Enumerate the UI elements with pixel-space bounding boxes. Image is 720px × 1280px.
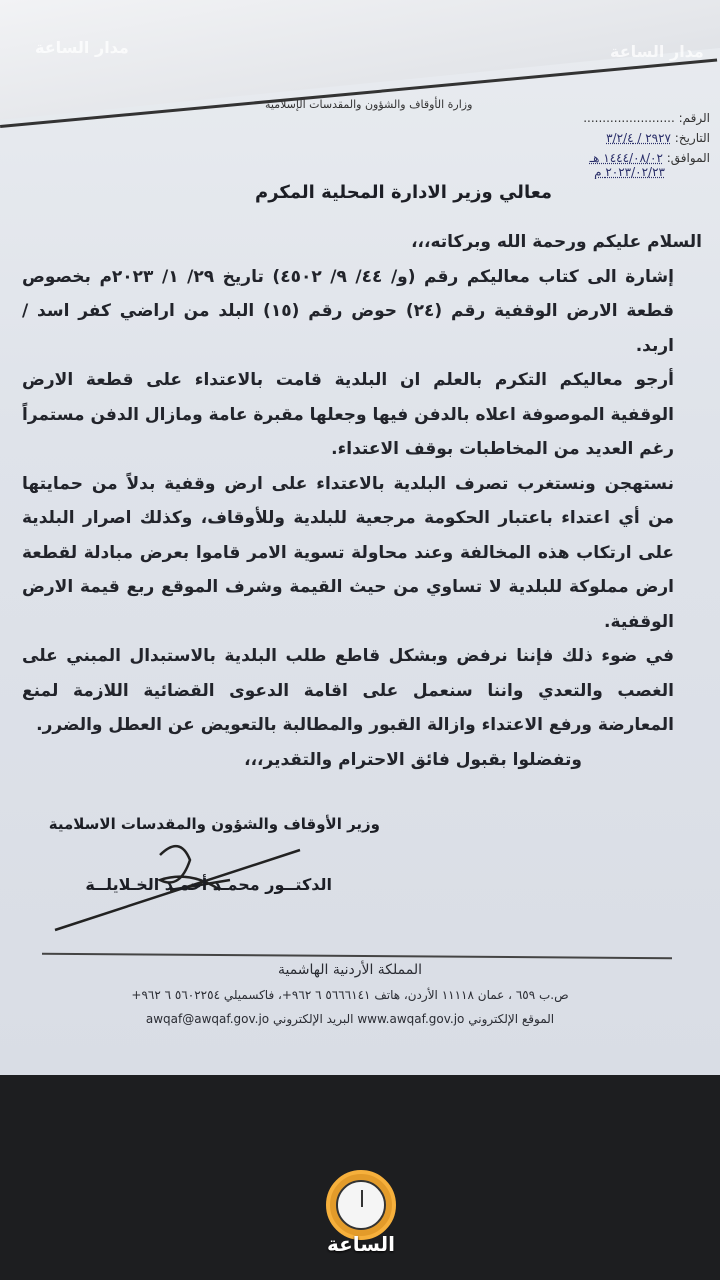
brand-logo xyxy=(322,1170,400,1256)
closing: وتفضلوا بقبول فائق الاحترام والتقدير،،، xyxy=(244,749,582,770)
greeting: السلام عليكم ورحمة الله وبركاته،،، xyxy=(411,232,702,252)
ministry-letterhead: وزارة الأوقاف والشؤون والمقدسات الإسلامية xyxy=(265,98,473,111)
watermark: مدار الساعة xyxy=(610,42,704,61)
date-value: ٢٩٢٧ / ٣/٢/٤ xyxy=(606,131,671,145)
signatory-name: الدكتــور محمـد أحمـد الخـلايلــة xyxy=(85,875,332,894)
number-label: الرقم: xyxy=(678,111,710,125)
gregorian-date: ٢٠٢٣/٠٢/٢٣ م xyxy=(594,165,665,179)
watermark: مدار الساعة xyxy=(35,38,129,57)
reference-block: الرقم: ........................ التاريخ: ٢٩٢٧ / ٣/٢/٤ الموافق: ١٤٤٤/٠٨/٠٢ هـ ٢٠٢٣/٠٢/٢٣ م xyxy=(583,111,710,179)
footer-address: ص.ب ٦٥٩ ، عمان ١١١١٨ الأردن، هاتف ٥٦٦٦١٤١ ٦ ٩٦٢+، فاكسميلي ٥٦٠٢٢٥٤ ٦ ٩٦٢+ xyxy=(131,988,569,1002)
date-label: التاريخ: xyxy=(674,131,710,145)
paragraph: نستهجن ونستغرب تصرف البلدية بالاعتداء على ارض وقفية بدلاً من حمايتها من أي اعتداء باعتبار الحكومة مرجعية للبلدية وللأوقاف، وكذلك اصرار البلدية على ارتكاب هذه المخالفة وعند محاولة تسوية الامر قاموا بعرض مبادلة لقطعة ارض مملوكة للبلدية لا تساوي من حيث القيمة وشرف الموقع ربع قيمة الارض الوقفية. xyxy=(22,473,674,632)
clock-icon xyxy=(326,1170,396,1240)
paragraph: إشارة الى كتاب معاليكم رقم (و/ ٤٤/ ٩/ ٤٥٠٢) تاريخ ٢٩/ ١/ ٢٠٢٣م بخصوص قطعة الارض الوقفية رقم (٢٤) حوض رقم (١٥) البلد من اراضي كفر اسد / اربد. xyxy=(22,266,674,356)
letter-addressee: معالي وزير الادارة المحلية المكرم xyxy=(255,182,553,203)
brand-logo-text: الساعة xyxy=(326,1232,396,1256)
letter-body xyxy=(22,225,702,777)
hijri-label: الموافق: xyxy=(666,151,710,165)
paragraph: في ضوء ذلك فإننا نرفض وبشكل قاطع طلب البلدية بالاستبدال المبني على الغصب والتعدي واننا سنعمل على اقامة الدعوى القضائية اللازمة لمنع المعارضة ورفع الاعتداء وازالة القبور والمطالبة بالتعويض عن العطل والضرر. xyxy=(22,646,674,735)
footer-country: المملكة الأردنية الهاشمية xyxy=(277,962,423,978)
signatory-title: وزير الأوقاف والشؤون والمقدسات الاسلامية xyxy=(48,815,380,833)
paragraph: أرجو معاليكم التكرم بالعلم ان البلدية قامت بالاعتداء على قطعة الارض الوقفية الموصوفة اعلاه بالدفن فيها وجعلها مقبرة عامة ومازال الدفن مستمراً رغم العديد من المخاطبات بوقف الاعتداء. xyxy=(22,370,674,459)
footer-web: الموقع الإلكتروني www.awqaf.gov.jo البريد الإلكتروني awqaf@awqaf.gov.jo xyxy=(145,1012,555,1026)
hijri-date: ١٤٤٤/٠٨/٠٢ هـ xyxy=(589,151,663,165)
